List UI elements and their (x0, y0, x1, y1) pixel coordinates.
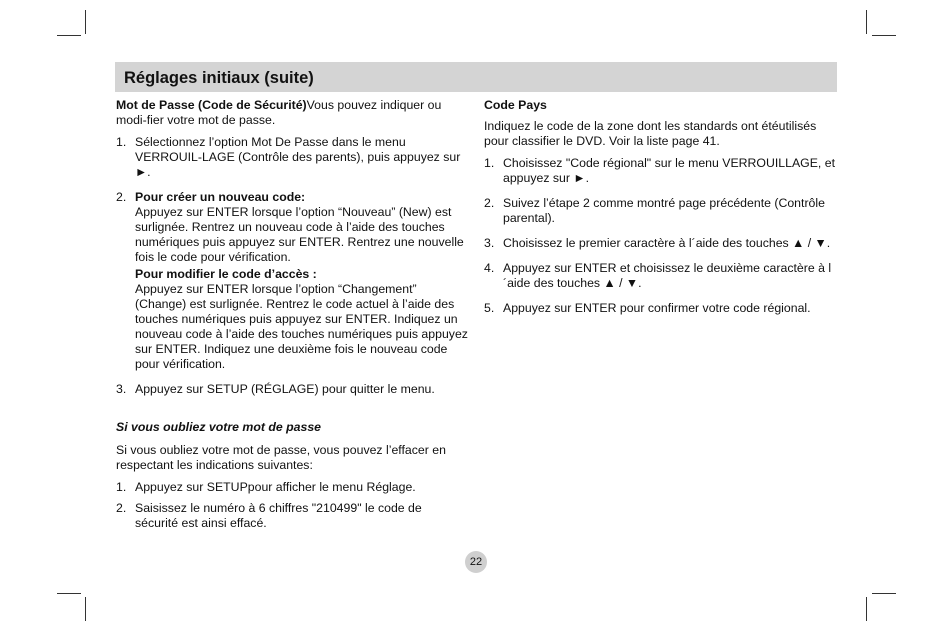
right-column (484, 98, 839, 316)
step-text: Choisissez le premier caractère à l´aide des touches ▲ / ▼. (503, 236, 831, 250)
subheading-new-code: Pour créer un nouveau code: (135, 190, 306, 204)
crop-mark (872, 593, 896, 594)
password-intro (116, 98, 468, 128)
step-number: 1. (116, 480, 127, 494)
step-number: 3. (116, 382, 127, 396)
step-number: 2. (116, 501, 127, 515)
step-number: 2. (484, 196, 495, 210)
list-item (116, 501, 468, 531)
step-text: Saisissez le numéro à 6 chiffres "210499" le code de sécurité est ainsi effacé. (135, 501, 422, 530)
step-number: 3. (484, 236, 495, 250)
forgot-password-intro: Si vous oubliez votre mot de passe, vous pouvez l’effacer en respectant les indications suivantes: (116, 443, 446, 472)
step-number: 2. (116, 190, 127, 204)
crop-mark (57, 35, 81, 36)
step-number: 1. (484, 156, 495, 170)
list-item (116, 135, 468, 180)
list-item (484, 196, 839, 226)
crop-mark (866, 597, 867, 621)
list-item (116, 190, 468, 372)
list-item (116, 480, 468, 495)
step-text: Appuyez sur ENTER pour confirmer votre code régional. (503, 301, 811, 315)
page-number: 22 (465, 551, 487, 573)
section-header-bar (115, 62, 837, 92)
subheading-modify-code: Pour modifier le code d’accès : (135, 267, 317, 281)
step-text: Appuyez sur ENTER lorsque l’option “Nouveau” (New) est surlignée. Rentrez un nouveau code à l’aide des touches numériques puis appuyez sur ENTER. Rentrez une nouvelle fois le code pour vérification. (135, 205, 464, 264)
password-intro-text: Vous pouvez indiquer ou modi-fier votre mot de passe. (116, 98, 442, 127)
forgot-password-heading: Si vous oubliez votre mot de passe (116, 420, 322, 434)
crop-mark (866, 10, 867, 34)
crop-mark (85, 597, 86, 621)
list-item (484, 301, 839, 316)
step-text: Appuyez sur ENTER et choisissez le deuxième caractère à l´aide des touches ▲ / ▼. (503, 261, 832, 290)
code-pays-intro: Indiquez le code de la zone dont les standards ont étéutilisés pour classifier le DVD. Voir la liste page 41. (484, 119, 817, 148)
password-intro-bold: Mot de Passe (Code de Sécurité) (116, 98, 307, 112)
page-title: Réglages initiaux (suite) (124, 69, 314, 87)
crop-mark (57, 593, 81, 594)
step-text: Appuyez sur ENTER lorsque l’option “Changement” (Change) est surlignée. Rentrez le code actuel à l’aide des touches numériques puis appuyez sur ENTER. Indiquez un nouveau code à l’aide des touches numériques puis appuyez sur ENTER. Indiquez une deuxième fois le nouveau code pour vérification. (135, 282, 468, 371)
list-item (484, 236, 839, 251)
step-number: 5. (484, 301, 495, 315)
crop-mark (872, 35, 896, 36)
code-pays-heading: Code Pays (484, 98, 547, 112)
step-text: Suivez l’étape 2 comme montré page précédente (Contrôle parental). (503, 196, 825, 225)
crop-mark (85, 10, 86, 34)
step-text: Appuyez sur SETUP (RÉGLAGE) pour quitter le menu. (135, 382, 435, 396)
list-item (484, 261, 839, 291)
left-column (116, 98, 468, 531)
step-text: Choisissez "Code régional" sur le menu VERROUILLAGE, et appuyez sur ►. (503, 156, 836, 185)
step-number: 4. (484, 261, 495, 275)
step-text: Sélectionnez l’option Mot De Passe dans le menu VERROUIL-LAGE (Contrôle des parents), puis appuyez sur ►. (135, 135, 461, 179)
list-item (484, 156, 839, 186)
list-item (116, 382, 468, 397)
step-text: Appuyez sur SETUPpour afficher le menu Réglage. (135, 480, 416, 494)
step-number: 1. (116, 135, 127, 149)
